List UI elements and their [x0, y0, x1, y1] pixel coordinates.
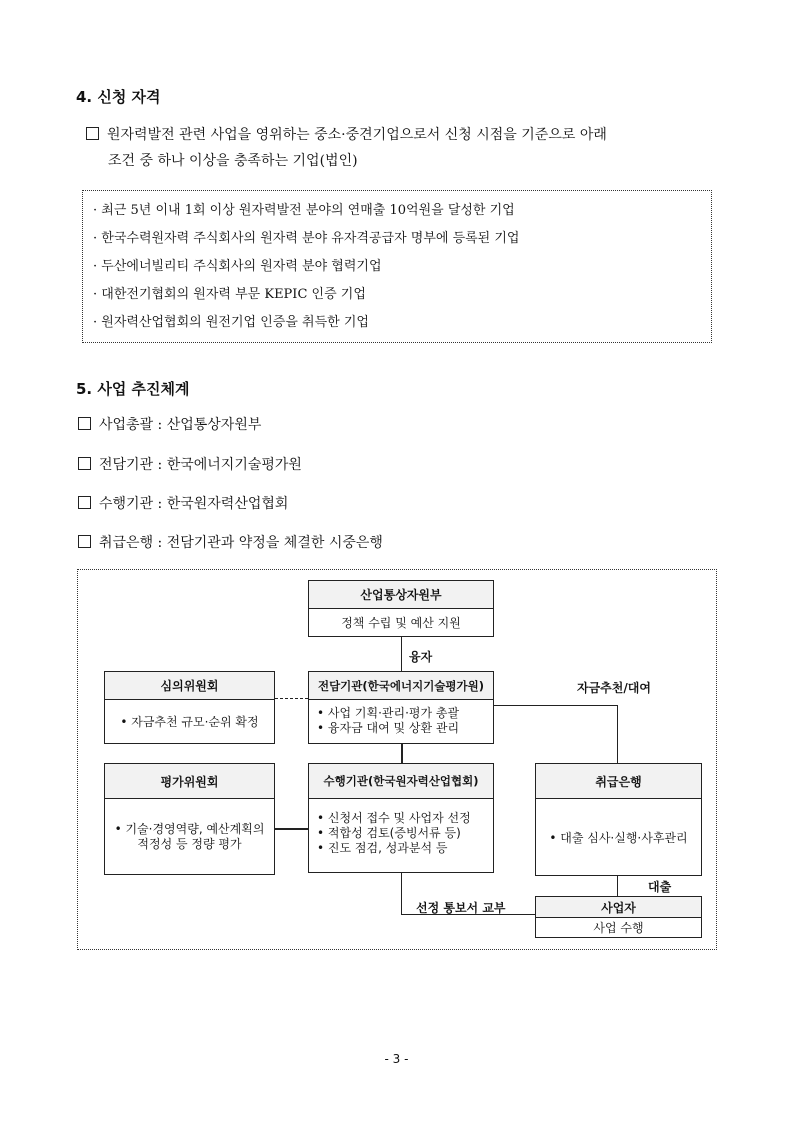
- intro-line-2: 조건 중 하나 이상을 충족하는 기업(법인): [108, 153, 358, 169]
- criteria-item: · 원자력산업협회의 원전기업 인증을 취득한 기업: [93, 315, 369, 330]
- square-bullet-icon: [78, 457, 91, 470]
- business-desc: 사업 수행: [593, 921, 644, 935]
- business-title: 사업자: [536, 897, 701, 918]
- criteria-item: · 최근 5년 이내 1회 이상 원자력발전 분야의 연매출 10억원을 달성한 기업: [93, 203, 515, 218]
- agency-box: [308, 671, 494, 744]
- label-lending: 대출: [648, 880, 672, 894]
- section5-title: 5. 사업 추진체계: [76, 380, 190, 398]
- section5-item-text: 취급은행 : 전담기관과 약정을 체결한 시중은행: [99, 535, 383, 551]
- evaluation-title: 평가위원회: [105, 764, 274, 799]
- evaluation-desc-line: • 기술·경영역량, 예산계획의: [114, 821, 265, 836]
- executor-desc-line: • 진도 점검, 성과분석 등: [317, 841, 448, 855]
- executor-desc-line: • 신청서 접수 및 사업자 선정: [317, 811, 471, 825]
- agency-desc: [309, 700, 493, 736]
- connector-evaluation-executor: [275, 828, 308, 830]
- connector-ministry-agency: [401, 637, 402, 671]
- section5-item: [78, 490, 288, 518]
- business-box: [535, 896, 702, 938]
- bank-box: [535, 763, 702, 876]
- connector-review-agency: [275, 698, 308, 699]
- criteria-box: [82, 190, 712, 343]
- section4-title: 4. 신청 자격: [76, 88, 161, 106]
- section5-item: [78, 411, 261, 439]
- executor-desc: [309, 799, 493, 856]
- criteria-item: · 두산에너빌리티 주식회사의 원자력 분야 협력기업: [93, 259, 382, 274]
- review-committee-box: [104, 671, 275, 744]
- evaluation-desc: [105, 799, 274, 874]
- section5-item: [78, 529, 383, 557]
- bank-desc: • 대출 심사·실행·사후관리: [549, 830, 688, 845]
- agency-desc-line: • 융자금 대여 및 상환 관리: [317, 721, 460, 735]
- bank-title: 취급은행: [536, 764, 701, 799]
- square-bullet-icon: [78, 535, 91, 548]
- connector-bank-business: [617, 876, 618, 896]
- criteria-item: · 한국수력원자력 주식회사의 원자력 분야 유자격공급자 명부에 등록된 기업: [93, 231, 520, 246]
- connector-agency-bank-h: [494, 705, 618, 706]
- section5-item-text: 수행기관 : 한국원자력산업협회: [99, 496, 289, 512]
- square-bullet-icon: [78, 496, 91, 509]
- page-number: - 3 -: [384, 1052, 409, 1066]
- agency-desc-line: • 사업 기획·관리·평가 총괄: [317, 706, 460, 720]
- ministry-box: [308, 580, 494, 637]
- section5-item-text: 사업총괄 : 산업통상자원부: [99, 417, 262, 433]
- connector-executor-down: [401, 873, 402, 915]
- evaluation-committee-box: [104, 763, 275, 875]
- evaluation-desc-line: 적정성 등 정량 평가: [137, 836, 242, 851]
- section4-intro: [86, 121, 607, 149]
- section5-item-text: 전담기관 : 한국에너지기술평가원: [99, 457, 302, 473]
- label-selection-notice: 선정 통보서 교부: [416, 901, 506, 915]
- review-title: 심의위원회: [105, 672, 274, 700]
- criteria-item: · 대한전기협회의 원자력 부문 KEPIC 인증 기업: [93, 287, 366, 302]
- review-desc: • 자금추천 규모·순위 확정: [120, 715, 259, 729]
- executor-desc-line: • 적합성 검토(증빙서류 등): [317, 826, 461, 840]
- square-bullet-icon: [86, 127, 99, 140]
- intro-line-1: 원자력발전 관련 사업을 영위하는 중소·중견기업으로서 신청 시점을 기준으로 아래: [107, 127, 607, 143]
- section5-item: [78, 451, 302, 479]
- executor-box: [308, 763, 494, 873]
- connector-agency-executor: [401, 744, 403, 763]
- square-bullet-icon: [78, 417, 91, 430]
- label-loan: 융자: [409, 650, 433, 664]
- executor-title: 수행기관(한국원자력산업협회): [309, 764, 493, 799]
- ministry-desc: 정책 수립 및 예산 지원: [341, 616, 461, 630]
- label-fund-recommend: 자금추천/대여: [577, 681, 651, 695]
- agency-title: 전담기관(한국에너지기술평가원): [309, 672, 493, 700]
- ministry-title: 산업통상자원부: [309, 581, 493, 609]
- connector-agency-bank-v: [617, 705, 618, 763]
